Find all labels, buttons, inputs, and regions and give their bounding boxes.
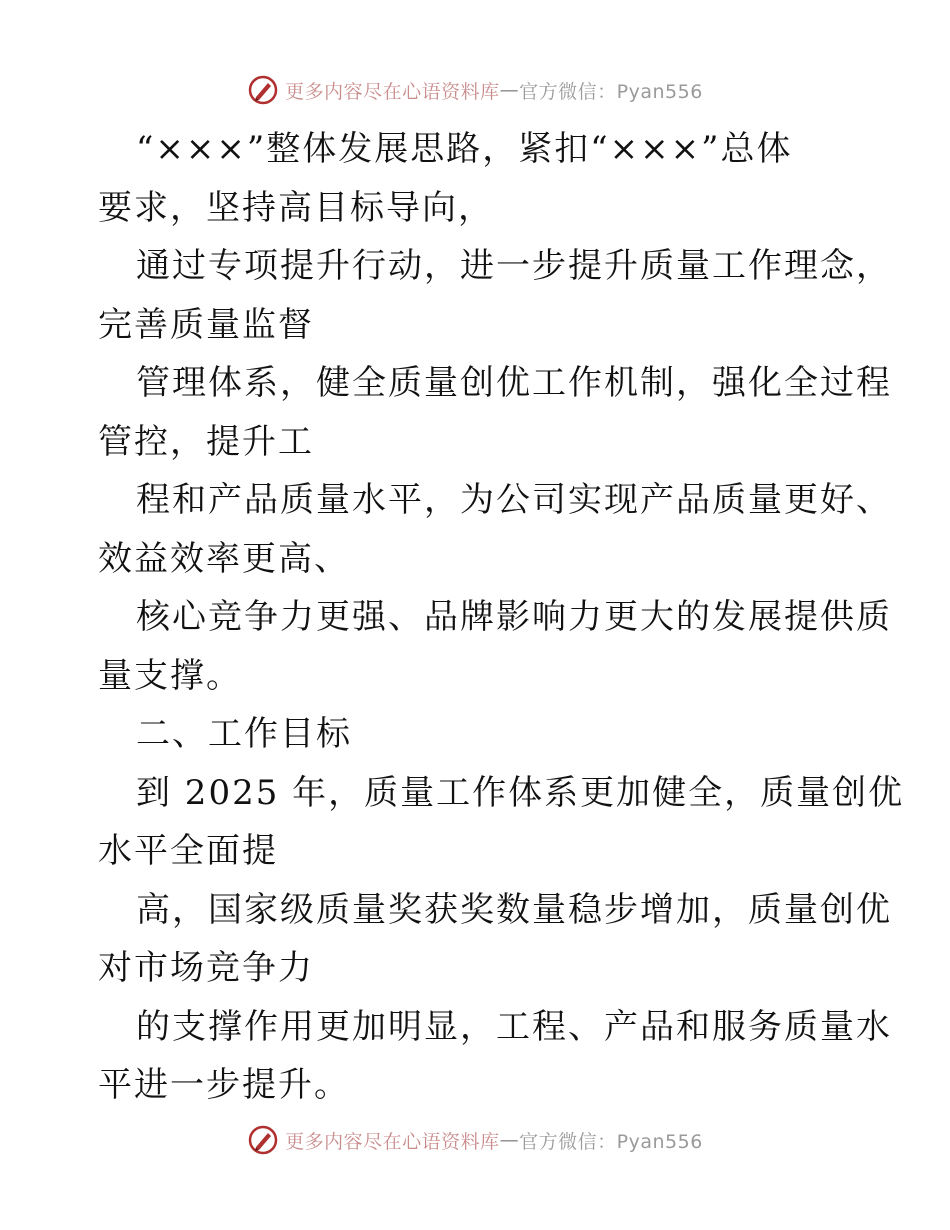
body-text-line: 二、工作目标: [136, 714, 352, 754]
watermark-site-text: 更多内容尽在心语资料库: [285, 1130, 500, 1153]
body-text-line: 到 2025 年，质量工作体系更加健全，质量创优: [136, 772, 905, 813]
body-text-line: 管理体系，健全质量创优工作机制，强化全过程: [136, 363, 892, 403]
watermark-footer: [0, 1120, 950, 1160]
body-text-line: 程和产品质量水平，为公司实现产品质量更好、: [136, 480, 892, 520]
watermark-header: [0, 70, 950, 110]
pen-logo-icon: [247, 1124, 279, 1156]
watermark-separator: —: [499, 1129, 520, 1151]
body-text-line: “×××”整体发展思路，紧扣“×××”总体: [136, 129, 793, 169]
document-body: [98, 120, 905, 1115]
body-text-line: 的支撑作用更加明显，工程、产品和服务质量水: [136, 1006, 892, 1047]
body-text-line: 量支撑。: [98, 655, 242, 696]
body-text-line: 高，国家级质量奖获奖数量稳步增加，质量创优: [136, 889, 892, 930]
watermark-wechat-text: 官方微信：Pyan556: [519, 80, 703, 103]
watermark-site-text: 更多内容尽在心语资料库: [285, 80, 500, 103]
body-text-line: 效益效率更高、: [98, 538, 350, 579]
pen-logo-icon: [247, 74, 279, 106]
body-text-line: 核心竞争力更强、品牌影响力更大的发展提供质: [136, 597, 892, 637]
body-text-line: 完善质量监督: [98, 304, 314, 345]
body-text-line: 要求，坚持高目标导向，: [98, 187, 494, 228]
body-text-line: 管控，提升工: [98, 421, 314, 462]
body-text-line: 水平全面提: [98, 831, 278, 871]
watermark-wechat-text: 官方微信：Pyan556: [519, 1130, 703, 1153]
body-text-line: 通过专项提升行动，进一步提升质量工作理念，: [136, 246, 892, 286]
body-text-line: 对市场竞争力: [98, 948, 314, 988]
watermark-separator: —: [499, 79, 520, 101]
body-text-line: 平进一步提升。: [98, 1065, 350, 1105]
